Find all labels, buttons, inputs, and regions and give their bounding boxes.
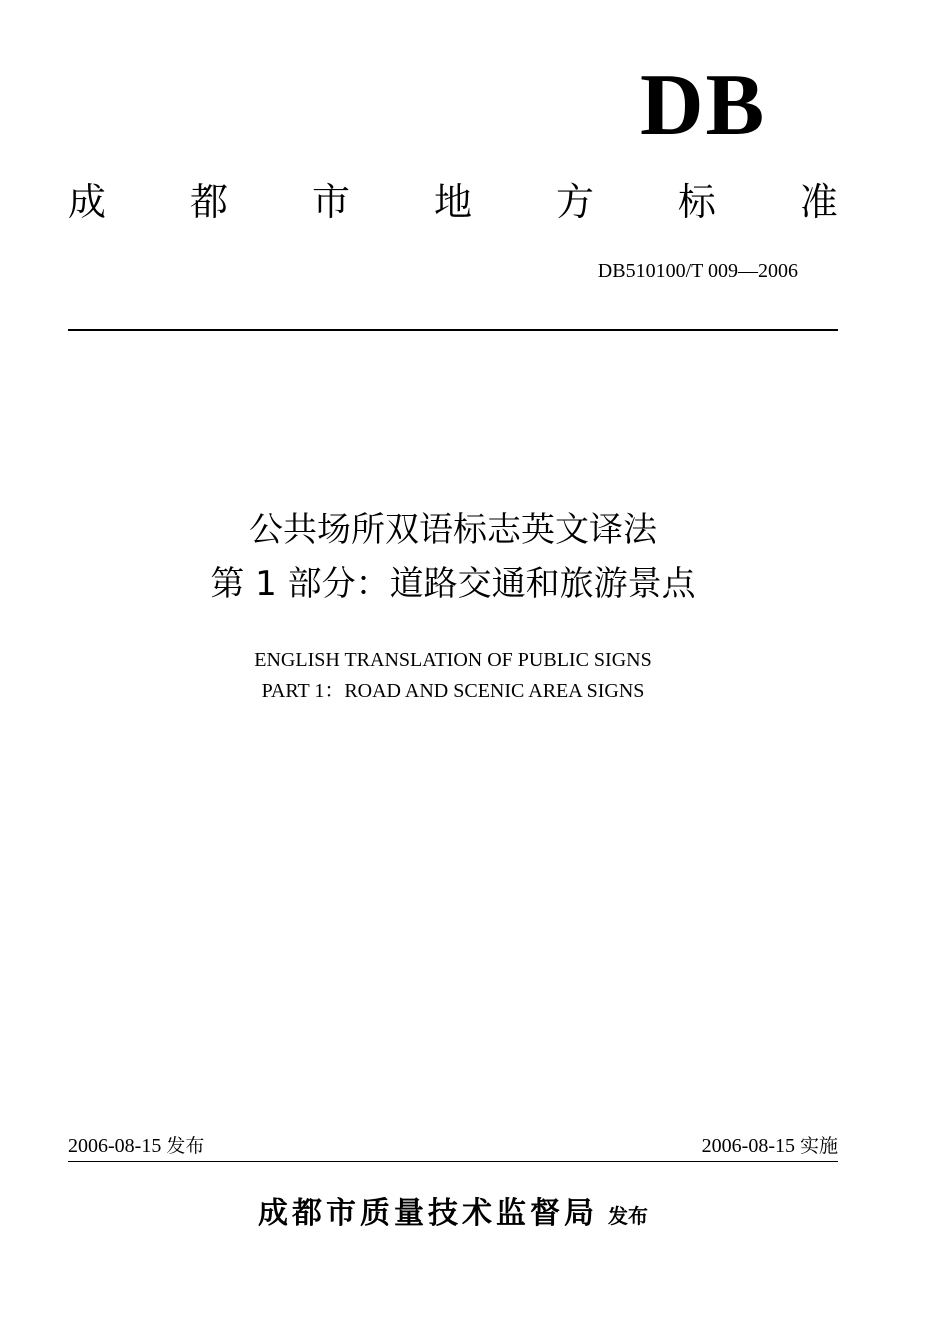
standard-type-char: 准 xyxy=(799,180,838,224)
implement-label: 实施 xyxy=(799,1135,838,1157)
standard-code: DB510100/T 009—2006 xyxy=(597,260,798,282)
standard-type-char: 地 xyxy=(433,180,472,224)
title-en-line1: ENGLISH TRANSLATION OF PUBLIC SIGNS xyxy=(254,649,652,671)
title-cn-line2: 第 1 部分：道路交通和旅游景点 xyxy=(210,564,696,604)
issuer-block xyxy=(68,1192,838,1238)
issuer-suffix: 发布 xyxy=(608,1204,648,1228)
standard-type-char: 方 xyxy=(555,180,594,224)
standard-type-char: 标 xyxy=(677,180,716,224)
release-date-block xyxy=(68,1133,204,1159)
standard-type-char: 都 xyxy=(189,180,228,224)
title-en-line2: PART 1：ROAD AND SCENIC AREA SIGNS xyxy=(261,680,645,702)
bottom-divider xyxy=(68,1161,838,1162)
standard-type-char: 成 xyxy=(68,180,107,224)
top-divider xyxy=(68,329,838,331)
implement-date-block xyxy=(702,1133,838,1159)
standard-type-heading xyxy=(68,176,838,228)
release-date: 2006-08-15 xyxy=(68,1135,162,1157)
implement-date: 2006-08-15 xyxy=(701,1135,795,1157)
standard-type-char: 市 xyxy=(311,180,350,224)
title-cn-line1: 公共场所双语标志英文译法 xyxy=(249,510,657,550)
db-logo: DB xyxy=(640,57,767,154)
issuer-name: 成都市质量技术监督局 xyxy=(258,1196,598,1231)
release-label: 发布 xyxy=(166,1135,205,1157)
